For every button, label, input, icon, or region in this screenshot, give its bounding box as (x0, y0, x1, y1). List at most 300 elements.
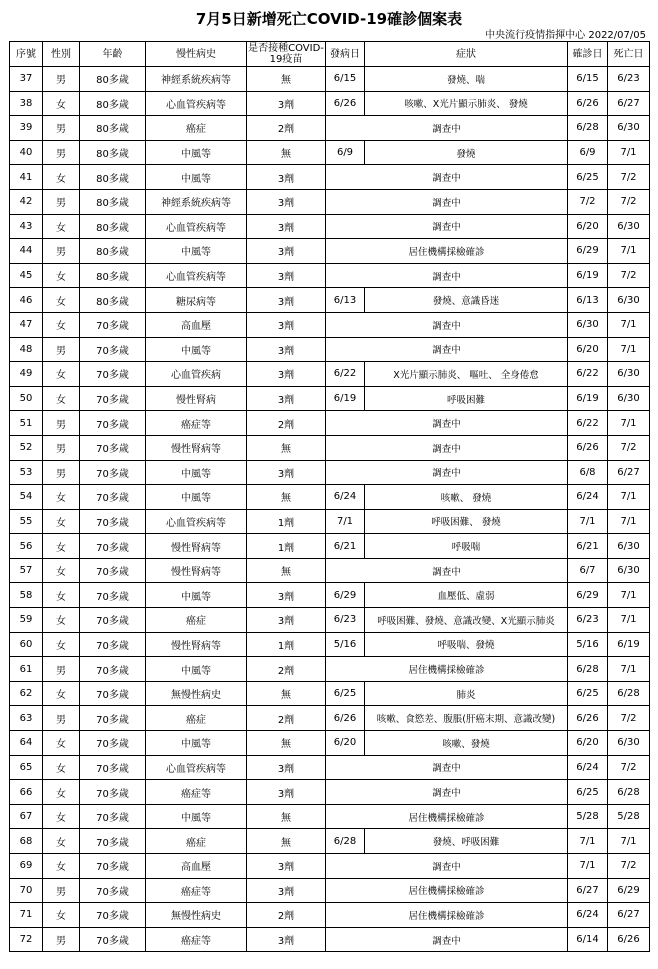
table-row (10, 681, 650, 706)
cell-confirm: 7/2 (568, 189, 608, 214)
cell-confirm: 6/26 (568, 435, 608, 460)
cell-chronic: 中風等 (146, 460, 247, 485)
cell-confirm: 6/26 (568, 91, 608, 116)
cell-death: 6/27 (608, 91, 650, 116)
cell-vaccine: 2劑 (247, 411, 326, 436)
cell-chronic: 慢性腎病等 (146, 435, 247, 460)
cell-sex: 女 (43, 165, 80, 190)
cell-chronic: 中風等 (146, 657, 247, 682)
cell-chronic: 癌症等 (146, 780, 247, 805)
cell-onset-symptoms: 調查中 (326, 165, 568, 190)
cell-no: 63 (10, 706, 43, 731)
cell-age: 70多歲 (80, 509, 146, 534)
table-row (10, 91, 650, 116)
cell-age: 70多歲 (80, 755, 146, 780)
cell-no: 54 (10, 485, 43, 510)
cell-confirm: 6/24 (568, 903, 608, 928)
table-row (10, 386, 650, 411)
cell-sex: 男 (43, 411, 80, 436)
cell-symptoms: 發燒、呼吸困難 (365, 829, 568, 854)
cell-symptoms: 咳嗽、 發燒 (365, 485, 568, 510)
cell-sex: 男 (43, 706, 80, 731)
cell-onset: 6/22 (326, 362, 365, 387)
cell-age: 70多歲 (80, 583, 146, 608)
cell-no: 60 (10, 632, 43, 657)
cell-sex: 男 (43, 337, 80, 362)
table-row (10, 829, 650, 854)
cell-vaccine: 3劑 (247, 780, 326, 805)
cell-confirm: 6/24 (568, 755, 608, 780)
cell-onset-symptoms: 調查中 (326, 337, 568, 362)
cell-death: 7/2 (608, 165, 650, 190)
cell-death: 7/1 (608, 239, 650, 264)
header-row (10, 42, 650, 67)
cell-death: 7/2 (608, 755, 650, 780)
cell-age: 80多歲 (80, 165, 146, 190)
cell-vaccine: 2劑 (247, 706, 326, 731)
cell-symptoms: 呼吸困難 (365, 386, 568, 411)
cell-onset: 6/13 (326, 288, 365, 313)
header-chronic: 慢性病史 (146, 42, 247, 67)
cell-chronic: 中風等 (146, 731, 247, 756)
cell-chronic: 神經系統疾病等 (146, 189, 247, 214)
cell-death: 7/2 (608, 263, 650, 288)
cell-vaccine: 無 (247, 681, 326, 706)
cell-death: 7/2 (608, 854, 650, 879)
cell-age: 80多歲 (80, 288, 146, 313)
cell-onset: 6/23 (326, 608, 365, 633)
table-row (10, 362, 650, 387)
issuer-date: 中央流行疫情指揮中心 2022/07/05 (485, 30, 646, 41)
cell-confirm: 6/8 (568, 460, 608, 485)
cell-symptoms: 發燒、意識昏迷 (365, 288, 568, 313)
cell-confirm: 6/24 (568, 485, 608, 510)
cell-onset-symptoms: 調查中 (326, 411, 568, 436)
cell-confirm: 7/1 (568, 829, 608, 854)
cell-death: 6/30 (608, 731, 650, 756)
cell-confirm: 6/29 (568, 583, 608, 608)
cell-sex: 女 (43, 804, 80, 829)
cell-symptoms: 呼吸喘 (365, 534, 568, 559)
table-row (10, 239, 650, 264)
table-row (10, 903, 650, 928)
table-row (10, 435, 650, 460)
cell-onset-symptoms: 居住機構採檢確診 (326, 903, 568, 928)
cell-no: 70 (10, 878, 43, 903)
cell-no: 45 (10, 263, 43, 288)
cell-sex: 女 (43, 608, 80, 633)
cell-vaccine: 3劑 (247, 312, 326, 337)
header-no: 序號 (10, 42, 43, 67)
table-row (10, 337, 650, 362)
cell-sex: 男 (43, 435, 80, 460)
cell-sex: 女 (43, 632, 80, 657)
cell-vaccine: 無 (247, 485, 326, 510)
cell-onset-symptoms: 調查中 (326, 214, 568, 239)
cell-confirm: 6/27 (568, 878, 608, 903)
table-row (10, 165, 650, 190)
table-row (10, 411, 650, 436)
cell-death: 7/1 (608, 485, 650, 510)
cell-death: 7/2 (608, 706, 650, 731)
cell-no: 37 (10, 67, 43, 92)
cell-onset-symptoms: 調查中 (326, 558, 568, 583)
cell-vaccine: 2劑 (247, 903, 326, 928)
cell-vaccine: 2劑 (247, 657, 326, 682)
cell-vaccine: 3劑 (247, 288, 326, 313)
cell-onset-symptoms: 調查中 (326, 116, 568, 141)
cell-age: 70多歲 (80, 460, 146, 485)
cell-chronic: 中風等 (146, 239, 247, 264)
cell-onset-symptoms: 調查中 (326, 460, 568, 485)
cell-age: 70多歲 (80, 854, 146, 879)
cell-chronic: 心血管疾病等 (146, 509, 247, 534)
cell-age: 70多歲 (80, 731, 146, 756)
cell-vaccine: 無 (247, 67, 326, 92)
cell-no: 50 (10, 386, 43, 411)
table-row (10, 312, 650, 337)
cell-vaccine: 3劑 (247, 189, 326, 214)
cell-death: 5/28 (608, 804, 650, 829)
cell-chronic: 癌症等 (146, 411, 247, 436)
cell-no: 44 (10, 239, 43, 264)
table-row (10, 608, 650, 633)
cell-death: 7/1 (608, 583, 650, 608)
cell-chronic: 糖尿病等 (146, 288, 247, 313)
cell-chronic: 無慢性病史 (146, 681, 247, 706)
cell-age: 80多歲 (80, 116, 146, 141)
cell-vaccine: 1劑 (247, 534, 326, 559)
cell-chronic: 中風等 (146, 583, 247, 608)
cell-no: 46 (10, 288, 43, 313)
cell-chronic: 癌症等 (146, 927, 247, 952)
header-sex: 性別 (43, 42, 80, 67)
table-row (10, 509, 650, 534)
cell-age: 70多歲 (80, 903, 146, 928)
header-age: 年齡 (80, 42, 146, 67)
cell-chronic: 慢性腎病等 (146, 534, 247, 559)
cell-age: 70多歲 (80, 706, 146, 731)
cell-death: 7/1 (608, 509, 650, 534)
cell-age: 70多歲 (80, 780, 146, 805)
cell-chronic: 心血管疾病等 (146, 214, 247, 239)
table-row (10, 116, 650, 141)
cell-age: 80多歲 (80, 140, 146, 165)
cell-confirm: 6/22 (568, 362, 608, 387)
table-row (10, 214, 650, 239)
cell-no: 53 (10, 460, 43, 485)
cell-death: 6/30 (608, 362, 650, 387)
cell-no: 43 (10, 214, 43, 239)
table-row (10, 632, 650, 657)
cell-no: 52 (10, 435, 43, 460)
cell-age: 70多歲 (80, 362, 146, 387)
cell-confirm: 6/28 (568, 116, 608, 141)
cell-onset: 6/24 (326, 485, 365, 510)
cell-chronic: 癌症 (146, 116, 247, 141)
cell-confirm: 6/26 (568, 706, 608, 731)
cell-vaccine: 3劑 (247, 165, 326, 190)
cell-no: 40 (10, 140, 43, 165)
cell-sex: 女 (43, 854, 80, 879)
cell-death: 7/1 (608, 608, 650, 633)
cell-vaccine: 3劑 (247, 927, 326, 952)
table-row (10, 460, 650, 485)
table-row (10, 263, 650, 288)
cell-confirm: 6/20 (568, 731, 608, 756)
cell-chronic: 癌症 (146, 706, 247, 731)
cell-sex: 女 (43, 583, 80, 608)
cell-age: 80多歲 (80, 67, 146, 92)
cell-symptoms: 呼吸喘、發燒 (365, 632, 568, 657)
cell-sex: 男 (43, 140, 80, 165)
cell-confirm: 6/28 (568, 657, 608, 682)
cell-age: 80多歲 (80, 214, 146, 239)
cell-confirm: 6/20 (568, 214, 608, 239)
cell-chronic: 慢性腎病等 (146, 632, 247, 657)
cell-symptoms: 血壓低、虛弱 (365, 583, 568, 608)
cell-symptoms: 呼吸困難、發燒、意識改變、X光顯示肺炎 (365, 608, 568, 633)
cell-chronic: 高血壓 (146, 854, 247, 879)
cell-vaccine: 3劑 (247, 854, 326, 879)
cell-no: 64 (10, 731, 43, 756)
table-row (10, 878, 650, 903)
cell-onset-symptoms: 調查中 (326, 312, 568, 337)
cell-confirm: 6/25 (568, 165, 608, 190)
cell-confirm: 6/13 (568, 288, 608, 313)
cell-no: 51 (10, 411, 43, 436)
cell-vaccine: 1劑 (247, 509, 326, 534)
cell-chronic: 慢性腎病等 (146, 558, 247, 583)
cell-sex: 男 (43, 116, 80, 141)
cell-symptoms: 發燒 (365, 140, 568, 165)
cell-sex: 女 (43, 903, 80, 928)
cell-vaccine: 3劑 (247, 214, 326, 239)
header-death: 死亡日 (608, 42, 650, 67)
cell-no: 47 (10, 312, 43, 337)
cell-sex: 男 (43, 927, 80, 952)
cell-age: 80多歲 (80, 263, 146, 288)
page-title: 7月5日新增死亡COVID-19確診個案表 (195, 10, 463, 28)
cell-death: 7/1 (608, 140, 650, 165)
table-row (10, 657, 650, 682)
table-row (10, 140, 650, 165)
cell-vaccine: 3劑 (247, 460, 326, 485)
cell-no: 59 (10, 608, 43, 633)
cell-sex: 男 (43, 878, 80, 903)
cell-death: 6/30 (608, 386, 650, 411)
cell-no: 58 (10, 583, 43, 608)
cell-no: 68 (10, 829, 43, 854)
cell-vaccine: 無 (247, 731, 326, 756)
cell-death: 7/1 (608, 829, 650, 854)
table-row (10, 189, 650, 214)
cell-vaccine: 無 (247, 829, 326, 854)
cell-chronic: 癌症等 (146, 878, 247, 903)
cell-onset-symptoms: 居住機構採檢確診 (326, 804, 568, 829)
cell-chronic: 無慢性病史 (146, 903, 247, 928)
cell-onset-symptoms: 調查中 (326, 927, 568, 952)
table-row (10, 288, 650, 313)
cell-age: 70多歲 (80, 829, 146, 854)
cell-death: 7/2 (608, 189, 650, 214)
cell-sex: 女 (43, 288, 80, 313)
cell-onset-symptoms: 調查中 (326, 755, 568, 780)
cell-chronic: 中風等 (146, 165, 247, 190)
cell-chronic: 中風等 (146, 337, 247, 362)
cell-sex: 男 (43, 189, 80, 214)
cell-age: 80多歲 (80, 91, 146, 116)
table-row (10, 583, 650, 608)
cell-sex: 女 (43, 485, 80, 510)
cell-vaccine: 2劑 (247, 116, 326, 141)
cell-sex: 男 (43, 657, 80, 682)
cell-onset-symptoms: 調查中 (326, 780, 568, 805)
cell-chronic: 中風等 (146, 485, 247, 510)
cell-death: 6/26 (608, 927, 650, 952)
cell-confirm: 6/25 (568, 780, 608, 805)
cell-chronic: 慢性腎病 (146, 386, 247, 411)
cell-confirm: 5/28 (568, 804, 608, 829)
cell-sex: 男 (43, 460, 80, 485)
cell-symptoms: X光片顯示肺炎、 嘔吐、 全身倦怠 (365, 362, 568, 387)
cell-confirm: 6/15 (568, 67, 608, 92)
cell-sex: 女 (43, 263, 80, 288)
cell-no: 67 (10, 804, 43, 829)
cell-vaccine: 無 (247, 804, 326, 829)
cell-age: 80多歲 (80, 239, 146, 264)
header-vaccine: 是否接種COVID-19疫苗 (248, 43, 324, 65)
cell-sex: 女 (43, 731, 80, 756)
table-row (10, 780, 650, 805)
cell-onset-symptoms: 居住機構採檢確診 (326, 657, 568, 682)
cell-age: 70多歲 (80, 804, 146, 829)
cell-age: 70多歲 (80, 386, 146, 411)
cell-no: 66 (10, 780, 43, 805)
cell-confirm: 6/23 (568, 608, 608, 633)
cell-death: 6/29 (608, 878, 650, 903)
cell-age: 70多歲 (80, 485, 146, 510)
cell-onset: 6/26 (326, 91, 365, 116)
cell-sex: 男 (43, 239, 80, 264)
cell-onset: 6/19 (326, 386, 365, 411)
cell-sex: 男 (43, 67, 80, 92)
header-symptoms: 症狀 (365, 42, 568, 67)
cell-onset-symptoms: 居住機構採檢確診 (326, 239, 568, 264)
table-body (10, 67, 650, 952)
cell-death: 6/19 (608, 632, 650, 657)
cell-no: 69 (10, 854, 43, 879)
cell-chronic: 心血管疾病等 (146, 91, 247, 116)
cell-no: 65 (10, 755, 43, 780)
cell-symptoms: 咳嗽、X光片顯示肺炎、 發燒 (365, 91, 568, 116)
cell-vaccine: 1劑 (247, 632, 326, 657)
cell-vaccine: 無 (247, 558, 326, 583)
cell-no: 71 (10, 903, 43, 928)
cell-confirm: 6/21 (568, 534, 608, 559)
cell-sex: 女 (43, 780, 80, 805)
cell-age: 70多歲 (80, 927, 146, 952)
cell-no: 42 (10, 189, 43, 214)
cell-chronic: 中風等 (146, 140, 247, 165)
cell-chronic: 心血管疾病 (146, 362, 247, 387)
cell-death: 6/30 (608, 558, 650, 583)
cell-death: 7/1 (608, 411, 650, 436)
cell-age: 70多歲 (80, 558, 146, 583)
cell-symptoms: 呼吸困難、 發燒 (365, 509, 568, 534)
cell-sex: 女 (43, 312, 80, 337)
cell-no: 41 (10, 165, 43, 190)
cell-chronic: 中風等 (146, 804, 247, 829)
cell-vaccine: 無 (247, 435, 326, 460)
cell-vaccine: 3劑 (247, 386, 326, 411)
cell-symptoms: 咳嗽、發燒 (365, 731, 568, 756)
cell-age: 70多歲 (80, 312, 146, 337)
cell-death: 7/1 (608, 337, 650, 362)
cell-death: 6/30 (608, 116, 650, 141)
cell-confirm: 7/1 (568, 509, 608, 534)
cell-vaccine: 無 (247, 140, 326, 165)
cell-confirm: 7/1 (568, 854, 608, 879)
cell-onset: 6/26 (326, 706, 365, 731)
table-row (10, 485, 650, 510)
cell-confirm: 6/20 (568, 337, 608, 362)
table-row (10, 804, 650, 829)
table-row (10, 927, 650, 952)
cell-no: 57 (10, 558, 43, 583)
cell-death: 6/27 (608, 903, 650, 928)
cell-chronic: 心血管疾病等 (146, 263, 247, 288)
cell-no: 61 (10, 657, 43, 682)
cell-confirm: 6/7 (568, 558, 608, 583)
cell-sex: 女 (43, 829, 80, 854)
cell-onset-symptoms: 調查中 (326, 263, 568, 288)
cell-death: 6/23 (608, 67, 650, 92)
cell-confirm: 6/25 (568, 681, 608, 706)
cell-no: 56 (10, 534, 43, 559)
cell-death: 7/2 (608, 435, 650, 460)
cell-confirm: 6/29 (568, 239, 608, 264)
cell-no: 55 (10, 509, 43, 534)
cell-onset: 6/25 (326, 681, 365, 706)
cell-sex: 女 (43, 214, 80, 239)
cell-no: 72 (10, 927, 43, 952)
cell-sex: 女 (43, 362, 80, 387)
cell-age: 80多歲 (80, 189, 146, 214)
cell-age: 70多歲 (80, 411, 146, 436)
cell-onset-symptoms: 調查中 (326, 854, 568, 879)
cell-confirm: 6/14 (568, 927, 608, 952)
cell-confirm: 6/9 (568, 140, 608, 165)
table-row (10, 534, 650, 559)
cell-age: 70多歲 (80, 534, 146, 559)
cell-no: 38 (10, 91, 43, 116)
cell-sex: 女 (43, 386, 80, 411)
cell-vaccine: 3劑 (247, 583, 326, 608)
cell-symptoms: 肺炎 (365, 681, 568, 706)
cell-vaccine: 3劑 (247, 263, 326, 288)
cell-onset: 6/9 (326, 140, 365, 165)
cell-death: 6/30 (608, 214, 650, 239)
cell-confirm: 6/19 (568, 386, 608, 411)
cell-death: 6/30 (608, 534, 650, 559)
cell-onset: 6/15 (326, 67, 365, 92)
cell-age: 70多歲 (80, 608, 146, 633)
cell-onset-symptoms: 居住機構採檢確診 (326, 878, 568, 903)
cell-onset: 6/29 (326, 583, 365, 608)
cell-sex: 女 (43, 91, 80, 116)
cell-onset: 6/20 (326, 731, 365, 756)
